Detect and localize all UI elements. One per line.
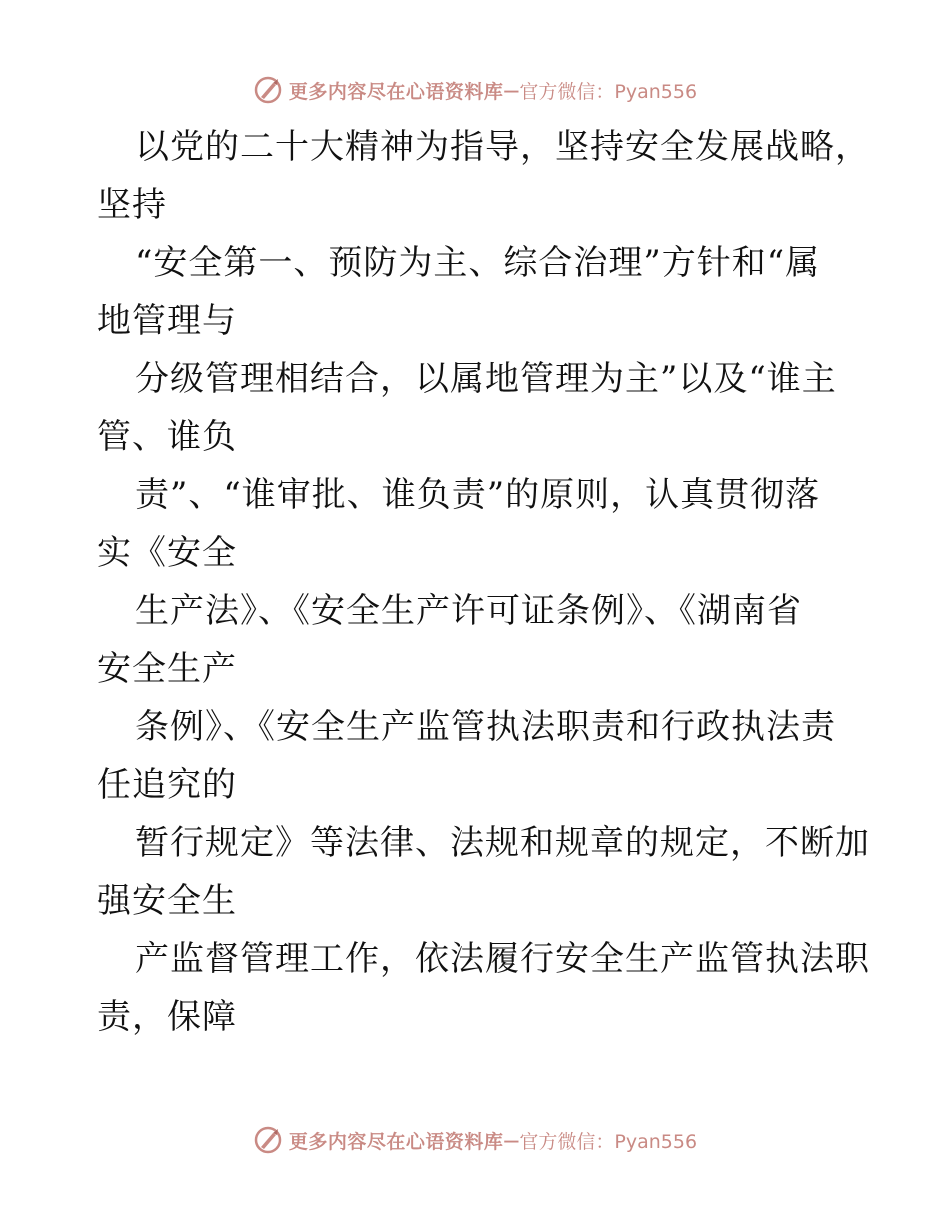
header-banner (0, 70, 950, 110)
banner-wechat-text: 官方微信：Pyan556 (519, 1130, 698, 1153)
text-line: 责，保障 (97, 997, 237, 1037)
text-line: 地管理与 (97, 301, 237, 341)
text-line: “安全第一、预防为主、综合治理”方针和“属 (135, 243, 821, 283)
banner-site-text: 更多内容尽在心语资料库 (288, 80, 504, 103)
text-line: 坚持 (97, 185, 167, 225)
text-line: 责”、“谁审批、谁负责”的原则，认真贯彻落 (135, 475, 821, 515)
text-line: 安全生产 (97, 649, 237, 689)
text-line: 生产法》、《安全生产许可证条例》、《湖南省 (135, 591, 802, 631)
text-line: 条例》、《安全生产监管执法职责和行政执法责 (135, 707, 836, 747)
text-line: 实《安全 (97, 533, 237, 573)
text-line: 管、谁负 (97, 417, 237, 457)
text-line: 产监督管理工作，依法履行安全生产监管执法职 (135, 939, 870, 979)
quill-pen-logo-icon (253, 75, 283, 105)
banner-separator: — (503, 80, 520, 100)
banner-wechat-text: 官方微信：Pyan556 (519, 80, 698, 103)
footer-banner (0, 1120, 950, 1160)
text-line: 强安全生 (97, 881, 237, 921)
banner-site-text: 更多内容尽在心语资料库 (288, 1130, 504, 1153)
text-line: 任追究的 (97, 765, 237, 805)
document-body (97, 118, 870, 1046)
banner-separator: — (503, 1130, 520, 1150)
text-line: 以党的二十大精神为指导，坚持安全发展战略， (135, 127, 870, 167)
quill-pen-logo-icon (253, 1125, 283, 1155)
text-line: 分级管理相结合，以属地管理为主”以及“谁主 (135, 359, 837, 399)
text-line: 暂行规定》等法律、法规和规章的规定，不断加 (135, 823, 870, 863)
